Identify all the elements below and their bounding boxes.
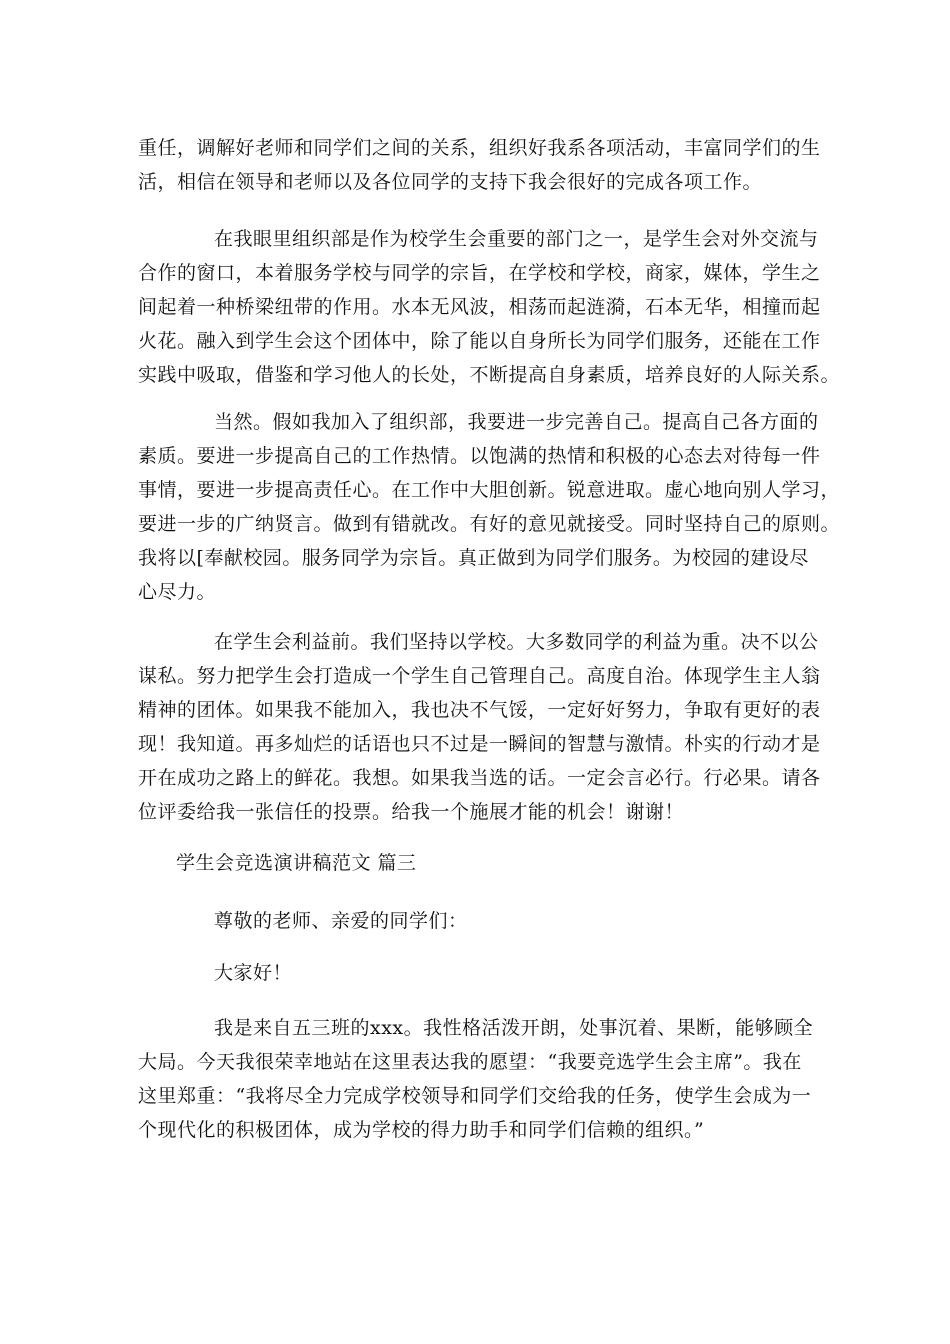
- paragraph-line: 精神的团体。如果我不能加入，我也决不气馁，一定好好努力，争取有更好的表: [138, 699, 821, 721]
- paragraph-line: 我将以[奉献校园。服务同学为宗旨。真正做到为同学们服务。为校园的建设尽: [138, 547, 809, 569]
- paragraph-line: 在我眼里组织部是作为校学生会重要的部门之一，是学生会对外交流与: [214, 228, 819, 250]
- paragraph-line: 位评委给我一张信任的投票。给我一个施展才能的机会！谢谢！: [138, 801, 685, 823]
- paragraph-line: 火花。融入到学生会这个团体中，除了能以自身所长为同学们服务，还能在工作: [138, 330, 821, 352]
- paragraph-line: 合作的窗口，本着服务学校与同学的宗旨，在学校和学校，商家，媒体，学生之: [138, 262, 821, 284]
- paragraph-line: 素质。要进一步提高自己的工作热情。以饱满的热情和积极的心态去对待每一件: [138, 445, 821, 467]
- section-title: 学生会竞选演讲稿范文 篇三: [176, 852, 417, 874]
- paragraph-line: 开在成功之路上的鲜花。我想。如果我当选的话。一定会言必行。行必果。请各: [138, 767, 821, 789]
- paragraph-line: 大局。今天我很荣幸地站在这里表达我的愿望：“我要竞选学生会主席”。我在: [138, 1051, 802, 1073]
- paragraph-line: 活，相信在领导和老师以及各位同学的支持下我会很好的完成各项工作。: [138, 171, 763, 193]
- paragraph-line: 我是来自五三班的xxx。我性格活泼开朗，处事沉着、果断，能够顾全: [214, 1017, 814, 1039]
- paragraph-line: 事情，要进一步提高责任心。在工作中大胆创新。锐意进取。虚心地向别人学习，: [138, 479, 841, 501]
- greeting: 大家好！: [214, 962, 293, 984]
- paragraph-line: 个现代化的积极团体，成为学校的得力助手和同学们信赖的组织。”: [138, 1119, 705, 1141]
- salutation: 尊敬的老师、亲爱的同学们：: [214, 910, 468, 932]
- paragraph-line: 谋私。努力把学生会打造成一个学生自己管理自己。高度自治。体现学生主人翁: [138, 665, 821, 687]
- paragraph-line: 要进一步的广纳贤言。做到有错就改。有好的意见就接受。同时坚持自己的原则。: [138, 513, 841, 535]
- paragraph-line: 间起着一种桥梁纽带的作用。水本无风波，相荡而起涟漪，石本无华，相撞而起: [138, 296, 821, 318]
- paragraph-line: 重任，调解好老师和同学们之间的关系，组织好我系各项活动，丰富同学们的生: [138, 137, 821, 159]
- paragraph-line: 现！我知道。再多灿烂的话语也只不过是一瞬间的智慧与激情。朴实的行动才是: [138, 733, 821, 755]
- paragraph-line: 当然。假如我加入了组织部，我要进一步完善自己。提高自己各方面的: [214, 411, 819, 433]
- paragraph-line: 这里郑重：“我将尽全力完成学校领导和同学们交给我的任务，使学生会成为一: [138, 1085, 812, 1107]
- paragraph-line: 在学生会利益前。我们坚持以学校。大多数同学的利益为重。决不以公: [214, 631, 819, 653]
- paragraph-line: 心尽力。: [138, 581, 217, 603]
- paragraph-line: 实践中吸取，借鉴和学习他人的长处，不断提高自身素质，培养良好的人际关系。: [138, 364, 841, 386]
